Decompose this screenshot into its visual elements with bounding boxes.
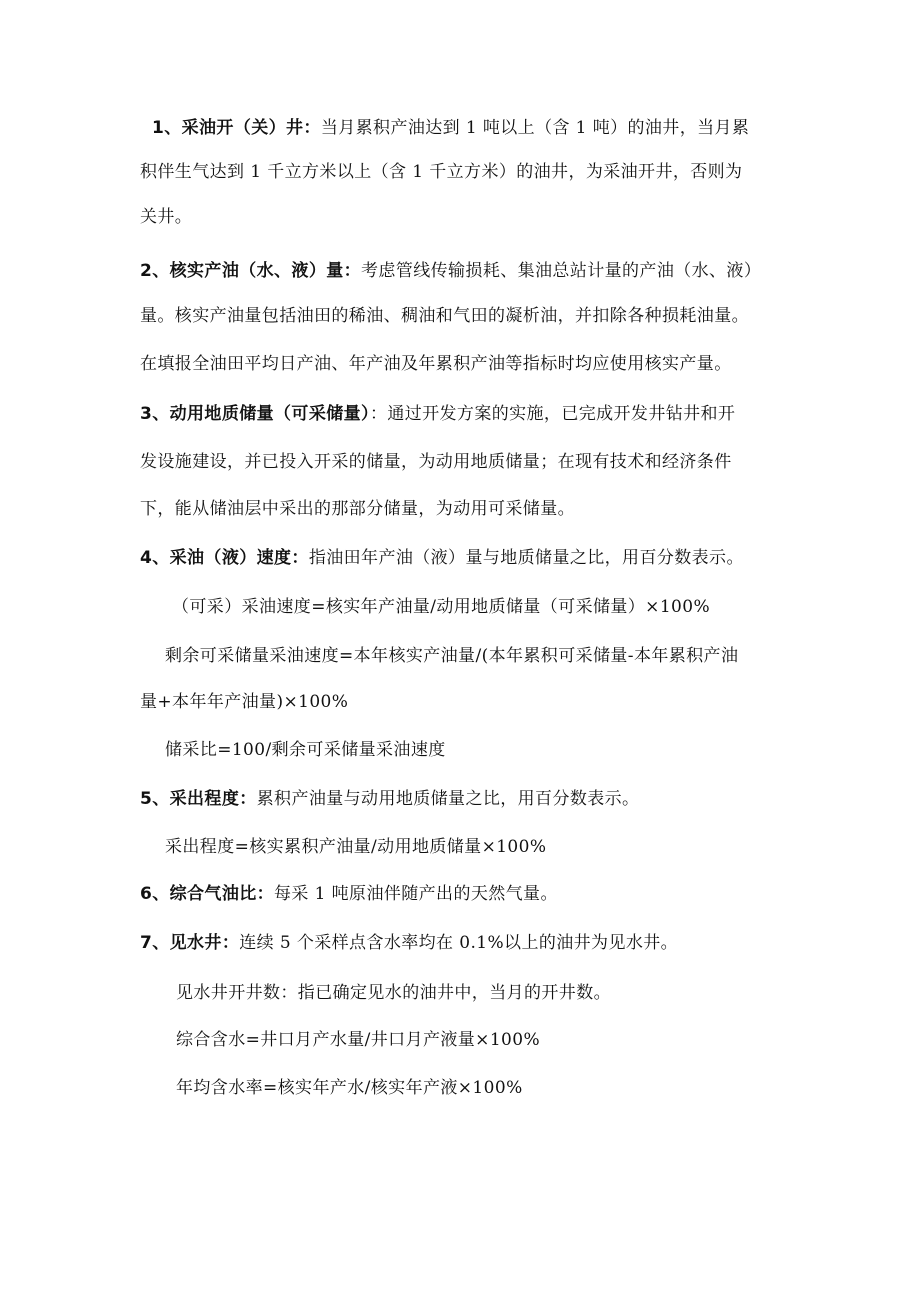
definition-5-line-1 [140,787,639,811]
definition-7-line-1 [140,931,678,955]
formula-remaining-reserve-rate-line-2: 量+本年年产油量)×100% [140,692,349,712]
definition-1-term: 1、采油开（关）井： [152,118,321,138]
definition-3-text-1: ：通过开发方案的实施，已完成开发井钻井和开 [369,404,736,424]
formula-recovery-degree: 采出程度=核实累积产油量/动用地质储量×100% [165,837,547,857]
definition-2-line-2: 量。核实产油量包括油田的稀油、稠油和气田的凝析油，并扣除各种损耗油量。 [140,306,749,326]
definition-1-line-2: 积伴生气达到 1 千立方米以上（含 1 千立方米）的油井，为采油开井，否则为 [140,162,743,182]
definition-7-text-1: 连续 5 个采样点含水率均在 0.1%以上的油井为见水井。 [239,933,679,953]
formula-annual-water-cut: 年均含水率=核实年产水/核实年产液×100% [176,1078,523,1098]
definition-6-text-1: 每采 1 吨原油伴随产出的天然气量。 [274,884,558,904]
definition-5-text-1: 累积产油量与动用地质储量之比，用百分数表示。 [256,789,640,809]
definition-4-text-1: 指油田年产油（液）量与地质储量之比，用百分数表示。 [308,548,744,568]
formula-water-well-count: 见水井开井数：指已确定见水的油井中，当月的开井数。 [176,983,611,1003]
definition-6-line-1 [140,882,558,906]
definition-2-term: 2、核实产油（水、液）量： [140,261,362,281]
definition-4-line-1 [140,546,744,570]
definition-2-line-1 [140,259,761,283]
definition-3-term: 3、动用地质储量（可采储量） [140,404,370,424]
definition-1-line-1 [152,116,749,140]
definition-6-term: 6、综合气油比： [140,884,275,904]
formula-remaining-reserve-rate-line-1: 剩余可采储量采油速度=本年核实产油量/(本年累积可采储量-本年累积产油 [165,646,739,666]
definition-2-text-1: 考虑管线传输损耗、集油总站计量的产油（水、液） [361,261,762,281]
definition-1-line-3: 关井。 [140,207,193,227]
formula-composite-water-cut: 综合含水=井口月产水量/井口月产液量×100% [176,1030,541,1050]
formula-extraction-rate: （可采）采油速度=核实年产油量/动用地质储量（可采储量）×100% [172,597,711,617]
definition-7-term: 7、见水井： [140,933,240,953]
formula-reserve-production-ratio: 储采比=100/剩余可采储量采油速度 [165,740,446,760]
definition-4-term: 4、采油（液）速度： [140,548,309,568]
definition-3-line-3: 下，能从储油层中采出的那部分储量，为动用可采储量。 [140,499,575,519]
definition-2-line-3: 在填报全油田平均日产油、年产油及年累积产油等指标时均应使用核实产量。 [140,354,732,374]
definition-3-line-1 [140,402,735,426]
definition-3-line-2: 发设施建设，并已投入开采的储量，为动用地质储量；在现有技术和经济条件 [140,452,732,472]
definition-5-term: 5、采出程度： [140,789,257,809]
definition-1-text-1: 当月累积产油达到 1 吨以上（含 1 吨）的油井，当月累 [320,118,750,138]
